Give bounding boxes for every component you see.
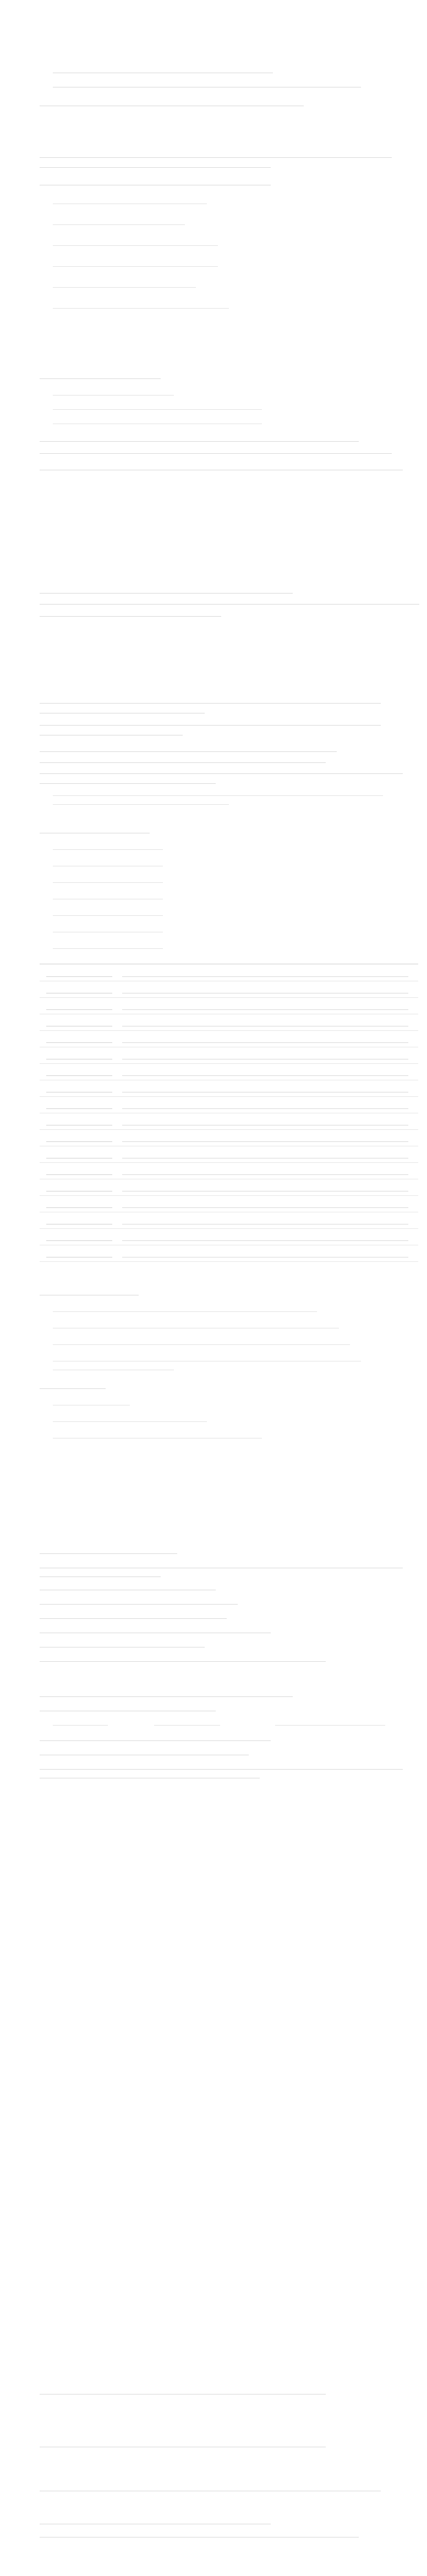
item-number <box>42 842 51 849</box>
officer-duty <box>122 1216 408 1224</box>
item-number <box>42 1717 51 1725</box>
text-line <box>40 755 326 763</box>
article-label <box>4 1733 37 1742</box>
text-line <box>40 825 150 833</box>
sub-item-line <box>53 387 174 396</box>
text-line <box>40 1381 106 1389</box>
text-line <box>40 1689 293 1697</box>
officer-title <box>46 1183 112 1191</box>
item-number <box>42 196 51 204</box>
article-label <box>4 2439 37 2448</box>
officer-duty <box>122 1068 408 1076</box>
item-number <box>42 924 51 932</box>
chapter-heading <box>83 2467 424 2478</box>
sub-item-line <box>53 1337 350 1345</box>
text-line <box>40 744 337 752</box>
article-label <box>4 2529 37 2538</box>
text-line <box>40 150 392 158</box>
revision-note <box>110 2557 143 2564</box>
item-number <box>42 402 51 409</box>
text-line <box>40 433 359 442</box>
sub-item-line <box>53 842 163 850</box>
sub-item-line <box>53 402 262 410</box>
officer-title <box>46 1167 112 1175</box>
item-number <box>42 259 51 266</box>
table-row <box>40 1212 418 1229</box>
sub-item-line <box>53 238 218 246</box>
item-number <box>42 1320 51 1328</box>
officer-duty <box>122 1117 408 1125</box>
revision-date <box>53 2549 102 2557</box>
revision-date <box>53 2557 102 2564</box>
officer-duty <box>122 985 408 993</box>
officer-duty <box>122 1101 408 1109</box>
sub-item-line <box>53 1304 317 1312</box>
sub-item-line <box>53 279 196 288</box>
text-line <box>40 1733 271 1741</box>
article-label <box>4 596 37 605</box>
article-label <box>4 1560 37 1569</box>
sub-item-line <box>53 858 163 866</box>
article-label <box>4 1546 37 1555</box>
officer-duty <box>122 1134 408 1142</box>
officer-title <box>46 1117 112 1125</box>
article-label <box>4 462 37 471</box>
text-line <box>40 177 271 185</box>
article-label <box>4 1381 37 1389</box>
chapter-heading <box>83 808 424 819</box>
text-line <box>40 776 216 784</box>
officer-title <box>46 1068 112 1076</box>
sub-item-line <box>53 891 163 899</box>
article-label <box>4 65 37 74</box>
text-line <box>40 608 221 617</box>
text-line <box>40 1546 177 1554</box>
chapter-heading <box>83 132 424 143</box>
sub-item-line <box>53 259 218 267</box>
item-number <box>42 1353 51 1361</box>
item-number <box>42 1430 51 1438</box>
text-line <box>40 1770 260 1778</box>
revision-note <box>110 2549 143 2557</box>
chapter-heading <box>83 352 424 363</box>
text-line <box>40 1747 249 1755</box>
officer-title <box>46 1101 112 1109</box>
text-line <box>53 79 361 87</box>
chapter-heading <box>83 2357 424 2368</box>
officer-duty <box>122 1051 408 1059</box>
table-row <box>40 1195 418 1212</box>
item-number <box>143 1717 152 1725</box>
chapter-heading <box>83 1527 424 1538</box>
revision-note <box>110 2564 143 2572</box>
officer-duty <box>122 1018 408 1026</box>
item-number <box>42 1397 51 1405</box>
sub-item-line <box>53 416 262 424</box>
officer-title <box>46 1233 112 1241</box>
item-number <box>42 79 51 87</box>
officer-duty <box>122 1200 408 1208</box>
article-label <box>4 98 37 107</box>
officer-title <box>46 1084 112 1092</box>
text-line <box>40 705 205 713</box>
article-label <box>4 177 37 186</box>
text-line <box>40 371 161 379</box>
text-line <box>40 585 293 594</box>
officer-duty <box>122 1150 408 1158</box>
officer-title <box>46 1018 112 1026</box>
article-label <box>4 1654 37 1662</box>
article-label <box>4 1625 37 1634</box>
officer-duty <box>122 1233 408 1241</box>
sub-item-line <box>53 941 163 949</box>
officer-title <box>46 969 112 977</box>
chapter-heading <box>83 2227 424 2238</box>
item-number <box>42 1414 51 1421</box>
item-number <box>42 416 51 424</box>
text-line <box>40 1611 227 1619</box>
revision-date <box>53 2564 102 2572</box>
sub-item-line <box>53 1430 262 1438</box>
article-label <box>4 1582 37 1591</box>
text-line <box>40 727 183 735</box>
table-row <box>40 1228 418 1245</box>
article-label <box>4 1287 37 1296</box>
text-line <box>40 2483 381 2491</box>
table-row <box>40 1129 418 1146</box>
table-row <box>40 1245 418 1262</box>
item-number <box>42 300 51 308</box>
text-line <box>40 2529 359 2537</box>
article-label <box>4 1747 37 1756</box>
sub-item-line <box>53 875 163 883</box>
item-number <box>264 1717 273 1725</box>
table-row <box>40 1047 418 1064</box>
table-row <box>40 997 418 1014</box>
officer-duty <box>122 1084 408 1092</box>
text-line <box>40 1596 238 1605</box>
officer-title <box>46 1134 112 1142</box>
sub-item-line <box>53 1717 108 1726</box>
officer-title <box>46 1051 112 1059</box>
item-number <box>42 217 51 224</box>
article-label <box>4 608 37 617</box>
table-row <box>40 1080 418 1097</box>
officer-title <box>46 985 112 993</box>
table-row <box>40 1113 418 1130</box>
officer-duty <box>122 1167 408 1175</box>
item-number <box>42 1337 51 1344</box>
table-row <box>40 1096 418 1113</box>
article-label <box>4 1761 37 1770</box>
sub-item-line <box>53 300 229 309</box>
article-label <box>4 446 37 454</box>
table-row <box>40 1146 418 1163</box>
text-line <box>40 1761 403 1770</box>
article-label <box>4 371 37 380</box>
article-label <box>4 695 37 704</box>
text-line <box>40 1654 326 1662</box>
officer-duty <box>122 1249 408 1257</box>
officer-duty <box>122 1035 408 1043</box>
chapter-heading <box>83 46 424 57</box>
article-label <box>4 2516 37 2525</box>
sub-item-line <box>53 924 163 932</box>
sub-item-line <box>53 908 163 916</box>
officer-duty <box>122 969 408 977</box>
table-row <box>40 1179 418 1196</box>
sub-item-line <box>53 1397 130 1405</box>
table-row <box>40 1063 418 1080</box>
item-number <box>42 387 51 395</box>
text-line <box>40 462 403 470</box>
item-number <box>42 858 51 866</box>
article-label <box>4 1689 37 1698</box>
text-line <box>40 1287 139 1295</box>
sub-item-line <box>53 1353 361 1361</box>
text-line <box>40 2386 326 2394</box>
text-line <box>40 160 271 168</box>
text-line <box>40 1625 271 1633</box>
sub-item-line <box>154 1717 220 1726</box>
article-label <box>4 1703 37 1712</box>
table-row <box>40 981 418 998</box>
article-label <box>4 2483 37 2492</box>
officer-title <box>46 1200 112 1208</box>
officer-title <box>46 1216 112 1224</box>
article-label <box>4 825 37 834</box>
text-line <box>40 596 419 605</box>
text-line <box>40 717 381 726</box>
sub-item-line <box>275 1717 385 1726</box>
text-line <box>40 1703 216 1711</box>
text-line <box>40 446 392 454</box>
revision-note <box>110 2541 143 2549</box>
chapter-heading <box>83 2423 424 2434</box>
officer-title <box>46 1150 112 1158</box>
text-line <box>40 1560 403 1568</box>
article-label <box>4 755 37 764</box>
chapter-heading <box>83 678 424 689</box>
officer-title <box>46 1035 112 1043</box>
sub-item-line <box>53 1320 339 1328</box>
sub-item-line <box>53 788 383 796</box>
text-line <box>40 2516 271 2524</box>
text-line <box>40 695 381 704</box>
article-label <box>4 1611 37 1619</box>
article-label <box>4 585 37 594</box>
article-label <box>4 766 37 775</box>
text-line <box>40 1569 161 1577</box>
article-label <box>4 433 37 442</box>
text-line <box>40 1639 205 1647</box>
table-row <box>40 1162 418 1179</box>
revision-date <box>53 2541 102 2549</box>
text-line <box>53 65 273 73</box>
item-number <box>42 238 51 245</box>
item-number <box>42 65 51 73</box>
table-row <box>40 1030 418 1047</box>
officer-duties-table <box>40 964 418 1270</box>
table-row <box>40 964 418 981</box>
table-row <box>40 1014 418 1031</box>
text-line <box>40 1582 216 1590</box>
article-label <box>4 2386 37 2395</box>
document-title <box>0 21 427 35</box>
officer-duty <box>122 1183 408 1191</box>
article-label <box>4 1596 37 1605</box>
text-line <box>40 98 304 106</box>
item-number <box>42 1304 51 1311</box>
sub-item-line <box>53 1414 207 1422</box>
article-label <box>4 744 37 753</box>
item-number <box>42 788 51 795</box>
item-number <box>42 891 51 899</box>
officer-title <box>46 1249 112 1257</box>
item-number <box>42 875 51 882</box>
article-label <box>4 1639 37 1648</box>
article-label <box>4 150 37 158</box>
item-number <box>42 279 51 287</box>
chapter-heading <box>83 2500 424 2511</box>
sub-item-line <box>53 1362 174 1370</box>
item-number <box>42 941 51 948</box>
chapter-heading <box>83 568 424 579</box>
text-line <box>40 766 403 774</box>
sub-item-line <box>53 797 229 805</box>
text-line <box>40 2439 326 2447</box>
officer-duty <box>122 1002 408 1010</box>
item-number <box>42 908 51 915</box>
officer-title <box>46 1002 112 1010</box>
sub-item-line <box>53 217 185 225</box>
sub-item-line <box>53 196 207 204</box>
